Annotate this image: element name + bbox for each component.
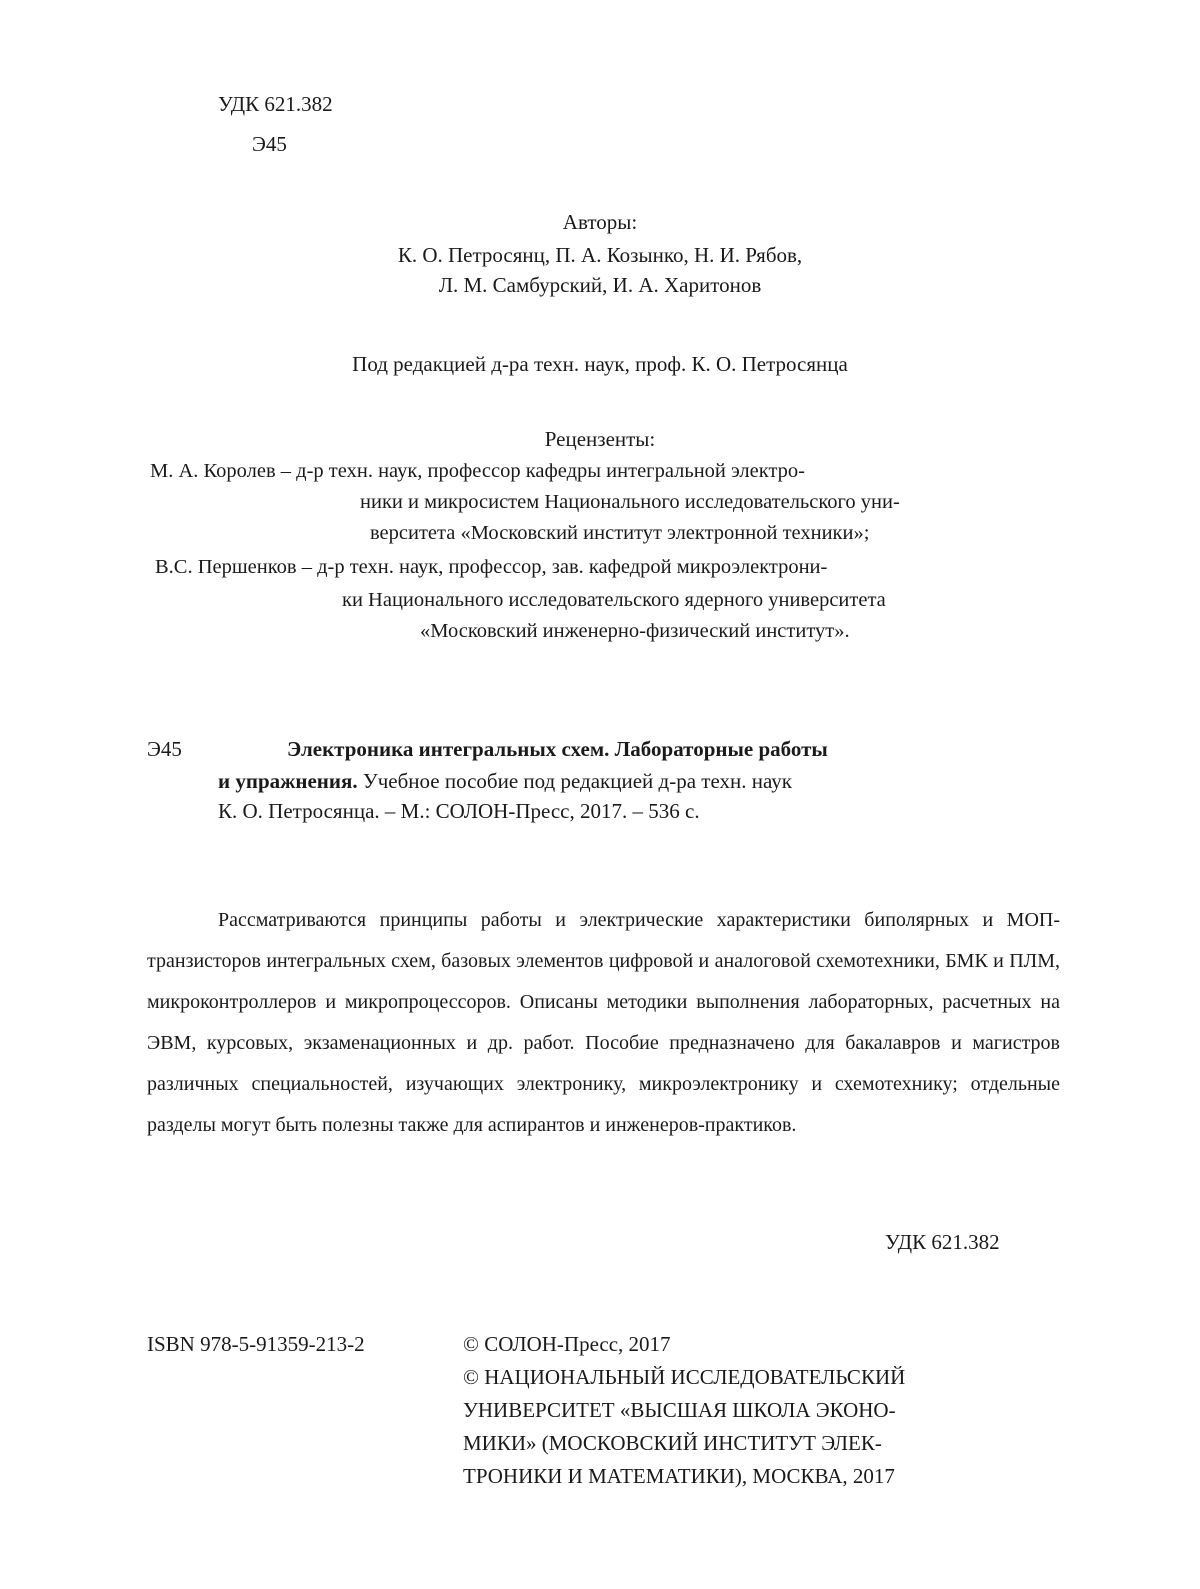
udk-code-bottom: УДК 621.382 — [885, 1230, 1000, 1254]
authors-label: Авторы: — [562, 210, 638, 234]
bbk-code-top: Э45 — [252, 132, 287, 156]
reviewers-label: Рецензенты: — [544, 427, 656, 451]
copyright-line-2: © НАЦИОНАЛЬНЫЙ ИССЛЕДОВАТЕЛЬСКИЙ — [463, 1365, 906, 1389]
udk-code-top: УДК 621.382 — [218, 92, 333, 116]
authors-line-2: Л. М. Самбурский, И. А. Харитонов — [438, 273, 762, 297]
isbn: ISBN 978-5-91359-213-2 — [147, 1332, 365, 1356]
copyright-line-4: МИКИ» (МОСКОВСКИЙ ИНСТИТУТ ЭЛЕК- — [463, 1431, 882, 1455]
reviewer-1-line-3: верситета «Московский институт электронной техники»; — [370, 522, 870, 544]
catalog-code: Э45 — [147, 737, 182, 761]
catalog-title-line-1: Электроника интегральных схем. Лабораторные работы — [287, 737, 828, 761]
catalog-title-line-2 — [218, 769, 792, 794]
annotation-paragraph: Рассматриваются принципы работы и электрические характеристики биполярных и МОП-транзисторов интегральных схем, базовых элементов цифровой и аналоговой схемотехники, БМК и ПЛМ, микроконтроллеров и микропроцессоров. Описаны методики выполнения лабораторных, расчетных на ЭВМ, курсовых, экзаменационных и др. работ. Пособие предназначено для бакалавров и магистров различных специальностей, изучающих электронику, микроэлектронику и схемотехнику; отдельные разделы могут быть полезны также для аспирантов и инженеров-практиков. — [147, 909, 1060, 1136]
catalog-title-rest: Учебное пособие под редакцией д-ра техн. наук — [357, 769, 792, 793]
reviewer-1-line-1: М. А. Королев – д-р техн. наук, профессор кафедры интегральной электро- — [150, 460, 805, 482]
copyright-line-3: УНИВЕРСИТЕТ «ВЫСШАЯ ШКОЛА ЭКОНО- — [463, 1398, 896, 1422]
reviewer-2-line-1: В.С. Першенков – д-р техн. наук, профессор, зав. кафедрой микроэлектрони- — [155, 556, 828, 578]
copyright-line-1: © СОЛОН-Пресс, 2017 — [463, 1332, 671, 1356]
catalog-title-line-3: К. О. Петросянца. – М.: СОЛОН-Пресс, 2017. – 536 с. — [218, 799, 700, 823]
reviewer-1-line-2: ники и микросистем Национального исследовательского уни- — [360, 491, 900, 513]
reviewer-2-line-3: «Московский инженерно-физический институт». — [420, 620, 850, 642]
catalog-title-bold: и упражнения. — [218, 769, 358, 793]
authors-line-1: К. О. Петросянц, П. А. Козынко, Н. И. Рябов, — [397, 243, 803, 267]
editor-line: Под редакцией д-ра техн. наук, проф. К. О. Петросянца — [352, 352, 848, 376]
copyright-line-5: ТРОНИКИ И МАТЕМАТИКИ), МОСКВА, 2017 — [463, 1464, 895, 1488]
reviewer-2-line-2: ки Национального исследовательского ядерного университета — [342, 589, 886, 611]
